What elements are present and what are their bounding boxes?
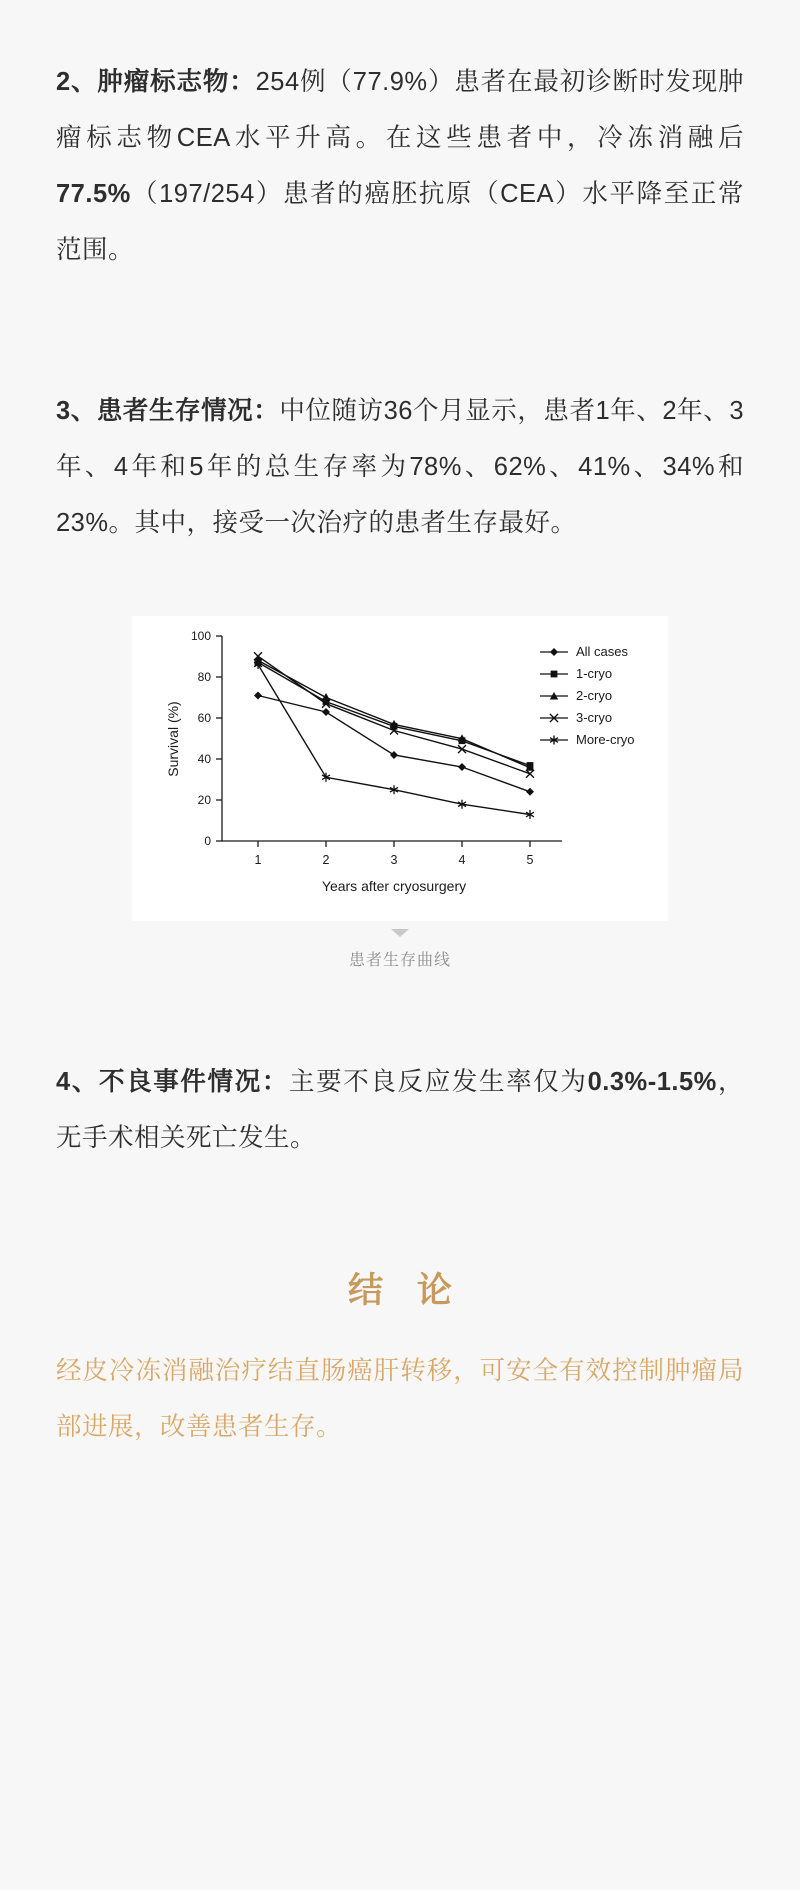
- figure-caption: 患者生存曲线: [348, 952, 451, 969]
- spacer-before-conclusion: [56, 1191, 744, 1263]
- conclusion-block: [56, 1263, 744, 1455]
- svg-text:4: 4: [458, 853, 466, 867]
- caption-arrow-icon: [391, 929, 409, 937]
- svg-text:5: 5: [526, 853, 534, 867]
- legend-label-3-cryo: 3-cryo: [576, 710, 613, 725]
- legend-label-all-cases: All cases: [576, 644, 629, 659]
- series-all-cases-markers: [254, 692, 534, 796]
- top-spacer: [56, 0, 744, 28]
- svg-text:3: 3: [390, 853, 398, 867]
- svg-text:80: 80: [197, 670, 211, 684]
- section-adverse-events-lead: 4、不良事件情况：: [56, 1067, 289, 1096]
- legend-label-more-cryo: More-cryo: [576, 732, 635, 747]
- adverse-event-rate: 0.3%-1.5%: [587, 1067, 717, 1096]
- survival-line-chart: [132, 616, 668, 921]
- conclusion-text: 经皮冷冻消融治疗结直肠癌肝转移，可安全有效控制肿瘤局部进展，改善患者生存。: [56, 1357, 744, 1441]
- section-tumor-markers-body: 254例（77.9%）患者在最初诊断时发现肿瘤标志物CEA水平升高。在这些患者中，冷冻消融后: [56, 67, 744, 152]
- y-ticks: [216, 636, 222, 841]
- section-survival-body: 中位随访36个月显示，患者1年、2年、3年、4年和5年的总生存率为78%、62%、41%、34%和23%。其中，接受一次治疗的患者生存最好。: [56, 396, 744, 537]
- spacer-after-figure: [56, 970, 744, 1028]
- y-axis-label: Survival (%): [165, 701, 181, 777]
- x-tick-labels: [255, 853, 534, 867]
- chart-container: [132, 616, 668, 921]
- legend-label-1-cryo: 1-cryo: [576, 666, 613, 681]
- conclusion-title: 结 论: [348, 1271, 464, 1310]
- spacer-after-section-2: [56, 303, 744, 357]
- section-adverse-events: [56, 1054, 744, 1166]
- section-tumor-markers: [56, 54, 744, 278]
- svg-text:60: 60: [197, 711, 211, 725]
- svg-text:2: 2: [322, 853, 330, 867]
- svg-text:0: 0: [204, 834, 211, 848]
- section-adverse-events-body-post: ，无手术相关死亡发生。: [56, 1067, 744, 1152]
- section-survival: [56, 383, 744, 551]
- section-adverse-events-body-pre: 主要不良反应发生率仅为: [288, 1067, 588, 1096]
- legend-label-2-cryo: 2-cryo: [576, 688, 613, 703]
- svg-text:1: 1: [254, 853, 262, 867]
- x-axis-label: Years after cryosurgery: [321, 878, 467, 894]
- series-all-cases-line: [258, 696, 530, 792]
- chart-legend: [540, 644, 635, 747]
- section-tumor-markers-tail: （197/254）患者的癌胚抗原（CEA）水平降至正常范围。: [56, 179, 744, 264]
- section-survival-lead: 3、患者生存情况：: [56, 396, 280, 425]
- svg-text:100: 100: [190, 629, 211, 643]
- section-tumor-markers-lead: 2、肿瘤标志物：: [56, 67, 256, 96]
- svg-text:40: 40: [197, 752, 211, 766]
- x-ticks: [258, 841, 530, 847]
- y-tick-labels: [191, 629, 211, 848]
- spacer-before-figure: [56, 576, 744, 616]
- survival-figure: [56, 616, 744, 970]
- cea-normalization-rate: 77.5%: [56, 179, 131, 208]
- svg-text:20: 20: [197, 793, 211, 807]
